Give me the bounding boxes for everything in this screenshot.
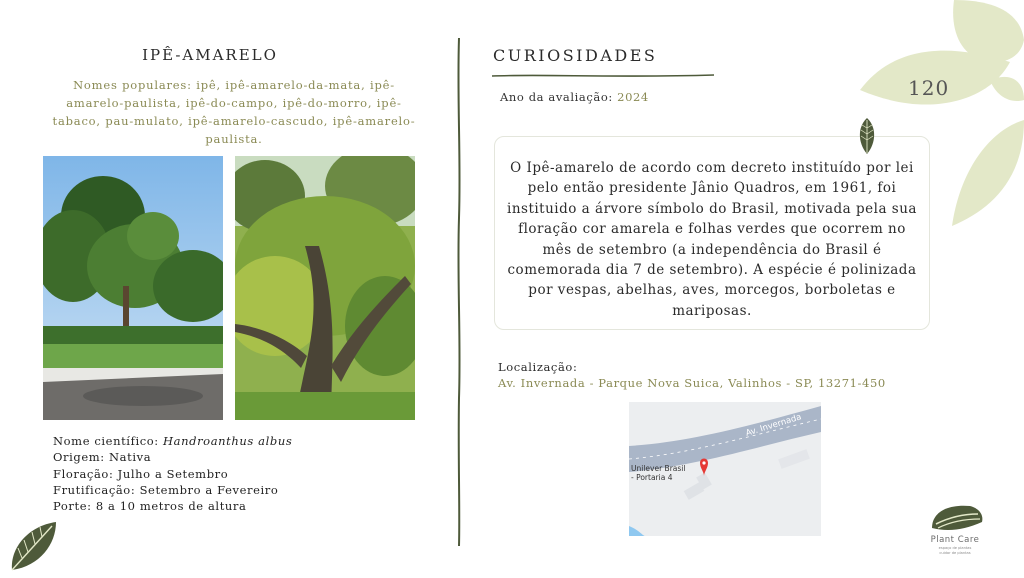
brand-tagline: espaço de plantas cuidar de plantas [938,546,972,555]
flowering-row: Floração: Julho a Setembro [53,466,229,481]
title-underline [490,66,716,76]
curiosity-text: O Ipê-amarelo de acordo com decreto instituído por lei pelo então presidente Jânio Quadros, em 1961, foi instituido a árvore símbolo do Brasil, motivada pela sua floração cor amarela e folhas verdes que ocorrem no mês de setembro (a independência do Brasil é comemorada dia 7 de setembro). A espécie é polinizada por vespas, abelhas, aves, morcegos, borboletas e mariposas. [507,160,917,319]
year-label: Ano da avaliação: [500,90,613,104]
brand-name: Plant Care [930,535,980,545]
fruiting-row: Frutificação: Setembro a Fevereiro [53,482,279,497]
page-number: 120 [908,76,950,100]
map-poi-label: Unilever Brasil - Portaria 4 [631,464,686,482]
tree-photo-1 [43,156,223,420]
leaf-icon [8,518,60,574]
location-label: Localização: [498,360,578,374]
species-title: IPÊ-AMARELO [142,46,278,64]
origin-row: Origem: Nativa [53,450,152,465]
location-address[interactable]: Av. Invernada - Parque Nova Suica, Valinhos - SP, 13271-450 [498,376,886,390]
small-leaf-icon [856,116,878,156]
map-street-label: Av. Invernada [744,412,803,439]
curiosidades-title: CURIOSIDADES [493,46,658,65]
scientific-name: Handroanthus albus [163,434,293,448]
popular-names: Nomes populares: ipê, ipê-amarelo-da-mata, ipê-amarelo-paulista, ipê-do-campo, ipê-do-morro, ipê-tabaco, pau-mulato, ipê-amarelo-cascudo, ipê-amarelo-paulista. [52,78,416,146]
vertical-divider [454,38,464,546]
species-facts [53,433,292,514]
scientific-name-label: Nome científico: [53,434,159,448]
year-value: 2024 [617,90,649,104]
size-row: Porte: 8 a 10 metros de altura [53,499,247,514]
decorative-leaves [860,0,1024,230]
evaluation-year [500,90,649,104]
location-map[interactable] [629,402,821,536]
tree-photo-2 [235,156,415,420]
scientific-name-row [53,433,292,449]
